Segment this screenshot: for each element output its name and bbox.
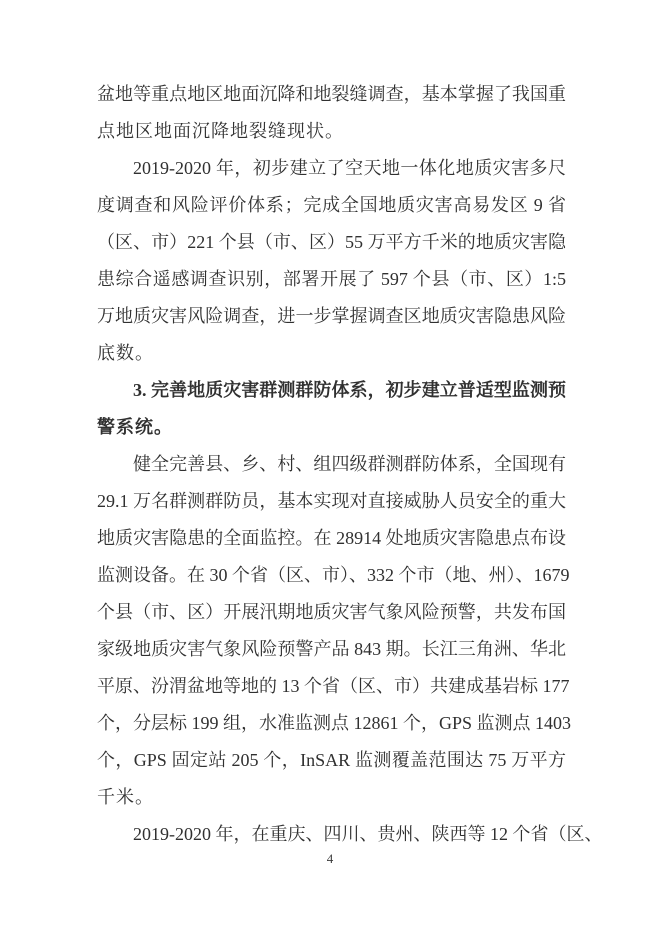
text-line: 底数。 <box>97 343 154 363</box>
section-heading-line: 3. 完善地质灾害群测群防体系，初步建立普适型监测预 <box>133 380 566 400</box>
text-line: 患综合遥感调查识别，部署开展了 597 个县（市、区）1:5 <box>97 269 566 289</box>
text-line: 2019-2020 年，初步建立了空天地一体化地质灾害多尺 <box>133 158 566 178</box>
text-line: 个，分层标 199 组，水准监测点 12861 个，GPS 监测点 1403 <box>97 713 572 733</box>
text-line: 盆地等重点地区地面沉降和地裂缝调查，基本掌握了我国重 <box>97 84 566 104</box>
text-line: 平原、汾渭盆地等地的 13 个省（区、市）共建成基岩标 177 <box>97 676 570 696</box>
section-heading-line: 警系统。 <box>97 417 173 437</box>
text-line: 29.1 万名群测群防员，基本实现对直接威胁人员安全的重大 <box>97 491 566 511</box>
text-line: 度调查和风险评价体系；完成全国地质灾害高易发区 9 省 <box>97 195 566 215</box>
text-line: 监测设备。在 30 个省（区、市）、332 个市（地、州）、1679 <box>97 565 570 585</box>
text-line: 点地区地面沉降地裂缝现状。 <box>97 121 344 141</box>
text-line: （区、市）221 个县（市、区）55 万平方千米的地质灾害隐 <box>97 232 566 252</box>
text-line: 2019-2020 年，在重庆、四川、贵州、陕西等 12 个省（区、 <box>133 824 603 844</box>
text-line: 个，GPS 固定站 205 个，InSAR 监测覆盖范围达 75 万平方 <box>97 750 566 770</box>
text-line: 地质灾害隐患的全面监控。在 28914 处地质灾害隐患点布设 <box>97 528 566 548</box>
text-line: 健全完善县、乡、村、组四级群测群防体系，全国现有 <box>133 454 566 474</box>
page-number: 4 <box>326 851 334 866</box>
text-line: 家级地质灾害气象风险预警产品 843 期。长江三角洲、华北 <box>97 639 566 659</box>
body-text <box>97 76 603 853</box>
text-line: 万地质灾害风险调查，进一步掌握调查区地质灾害隐患风险 <box>97 306 566 326</box>
text-line: 个县（市、区）开展汛期地质灾害气象风险预警，共发布国 <box>97 602 566 622</box>
text-line: 千米。 <box>97 787 154 807</box>
